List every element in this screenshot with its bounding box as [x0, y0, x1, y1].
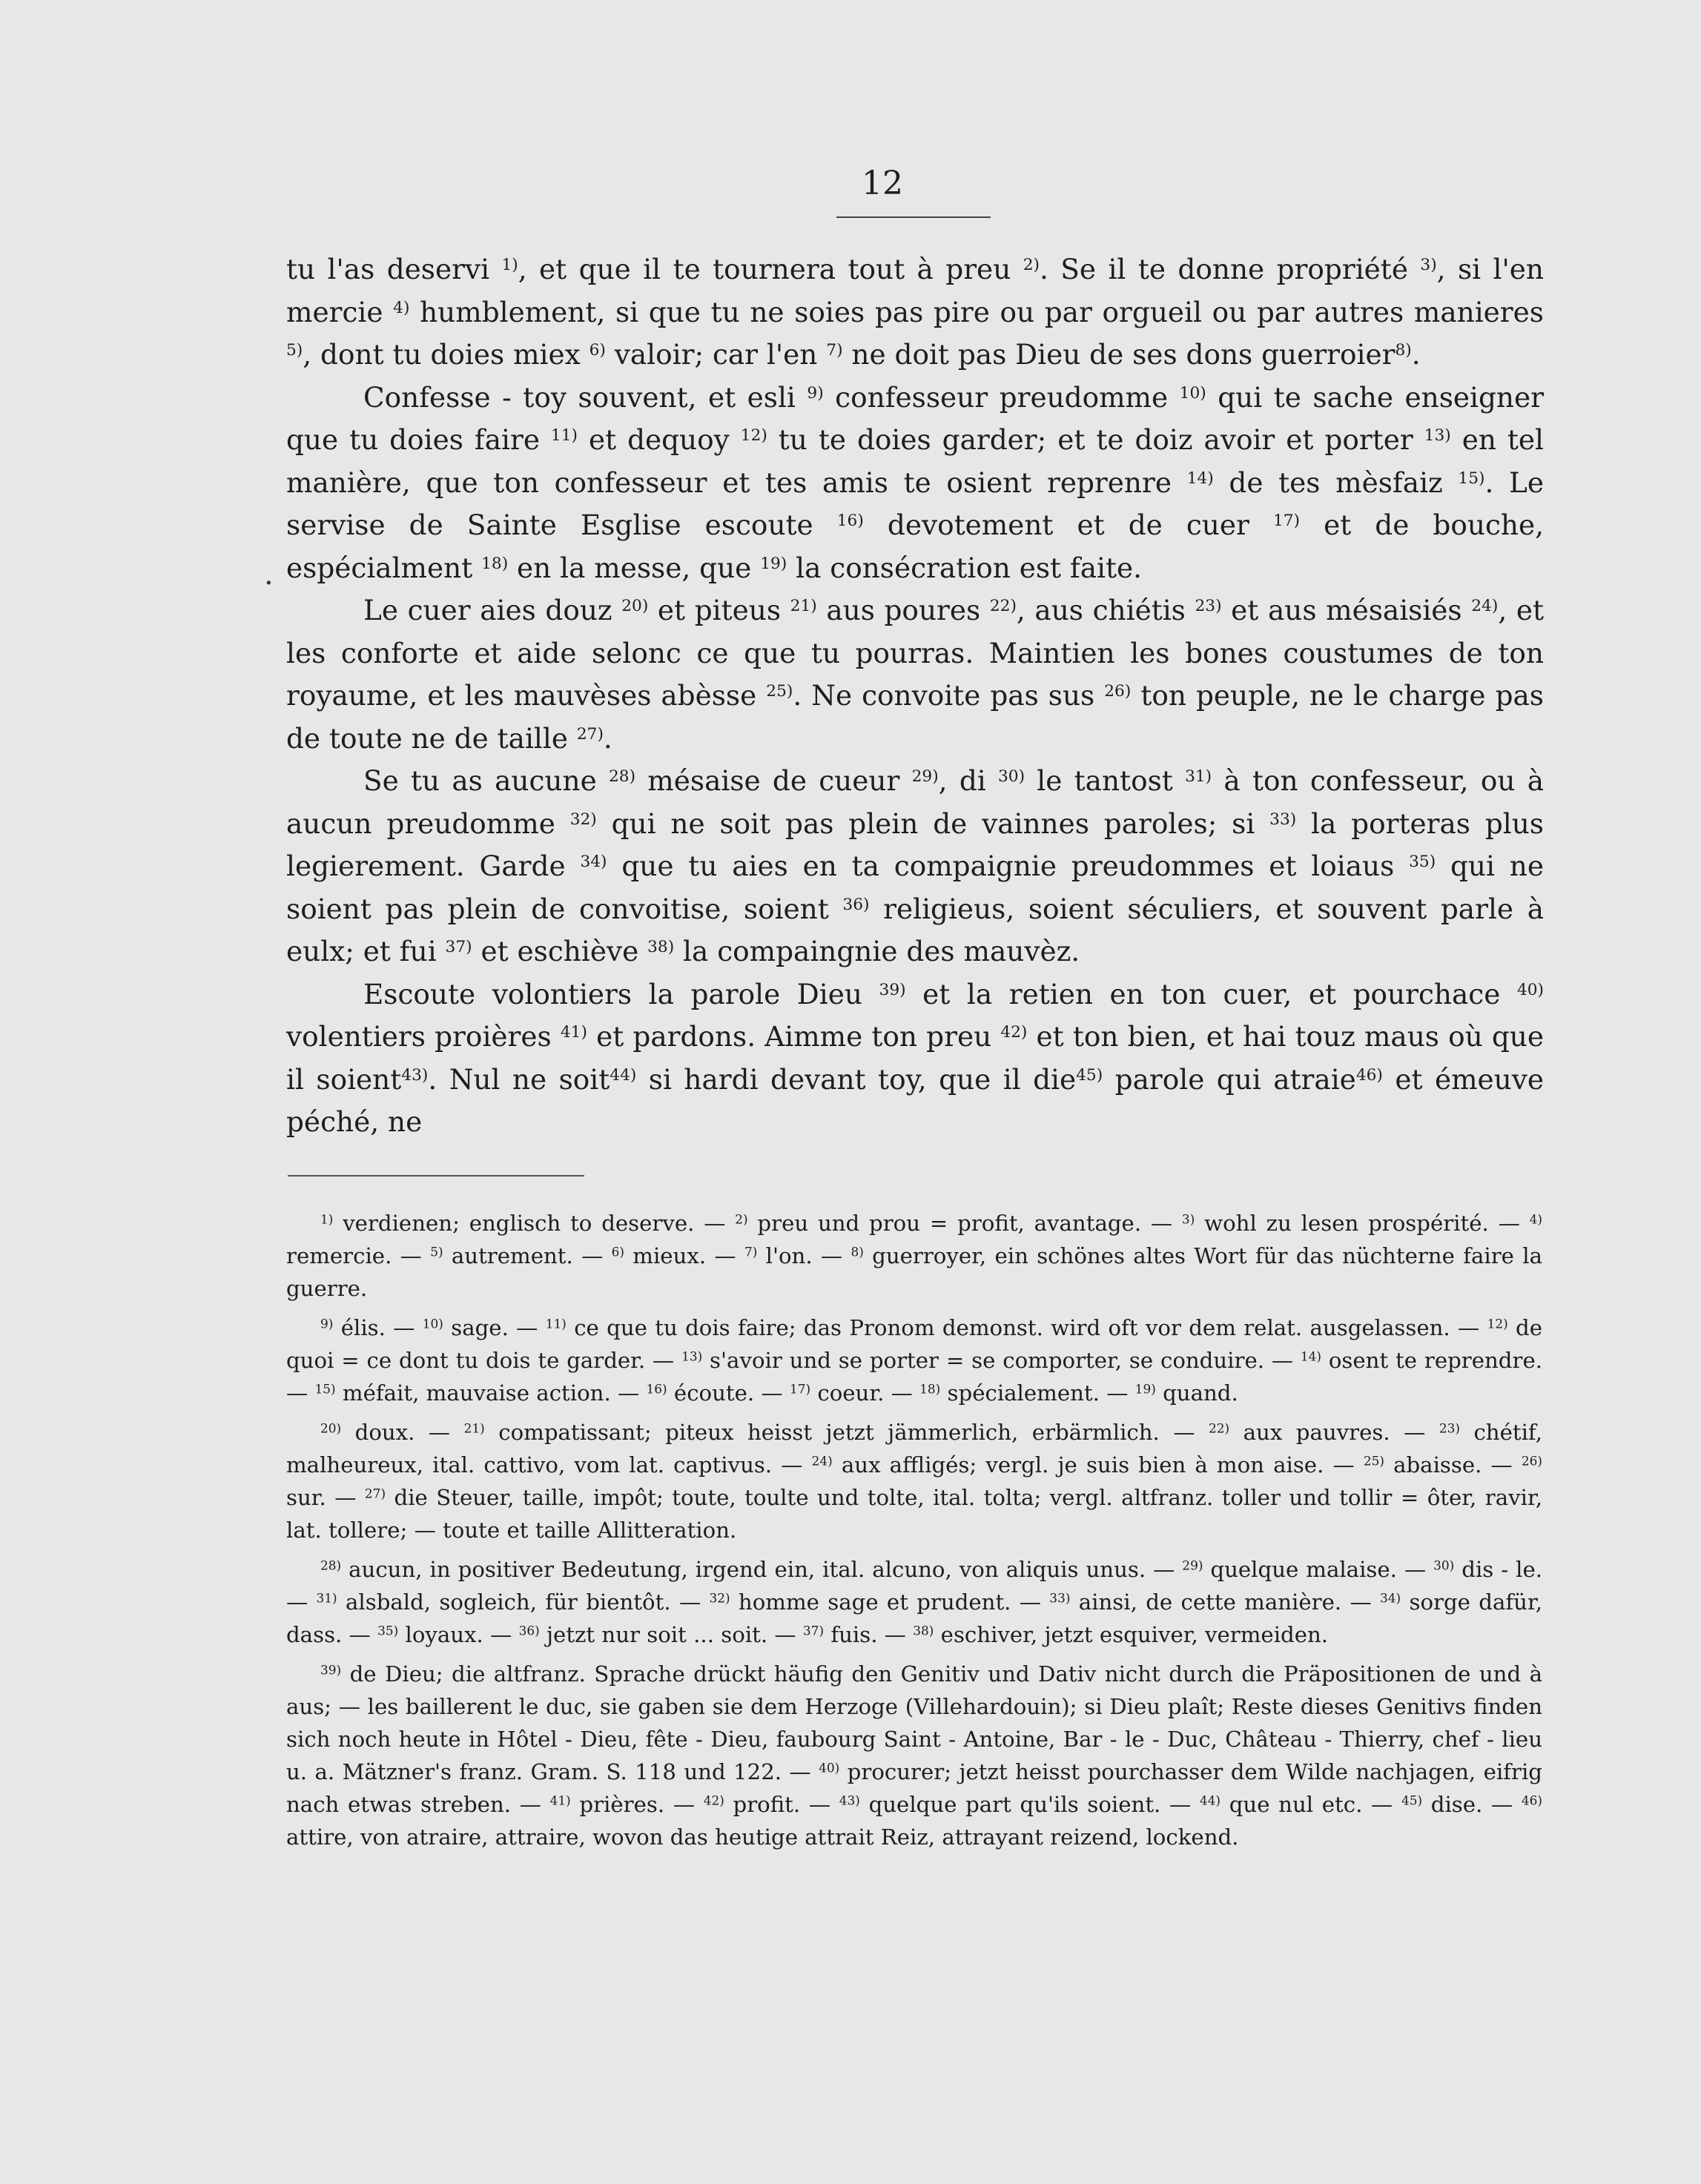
footnote-marker: 17) [1272, 512, 1300, 531]
text-run: procurer; jetzt heisst pourchasser dem Wilde nachjagen, eifrig nach etwas streben. — [286, 1759, 1542, 1817]
body-paragraph [286, 377, 1544, 590]
text-run: sur. — [286, 1485, 365, 1510]
text-run: la compaingnie des mauvèz. [674, 935, 1080, 967]
footnote-marker: 27) [364, 1486, 386, 1501]
footnote-marker: 37) [445, 938, 472, 957]
footnote-marker: 18) [919, 1381, 941, 1397]
text-run: quand. [1155, 1380, 1238, 1406]
footnote-marker: 33) [1049, 1590, 1071, 1606]
footnote-marker: 32) [709, 1590, 730, 1606]
text-run: mésaise de cueur [635, 764, 912, 797]
footnote-marker: 45) [1401, 1793, 1423, 1808]
footnote-marker: 42) [703, 1793, 724, 1808]
text-run: Se tu as aucune [363, 764, 609, 797]
footnote-paragraph [286, 1553, 1542, 1651]
body-paragraph [286, 589, 1544, 760]
footnote-marker: 28) [608, 767, 636, 787]
footnote-marker: 11) [545, 1316, 567, 1331]
footnote-marker: 30) [997, 767, 1025, 787]
text-run: dis - le. — [286, 1557, 1542, 1615]
footnote-marker: 7) [826, 341, 843, 360]
footnote-marker: 7) [744, 1244, 758, 1260]
text-run: parole qui atraie [1103, 1062, 1356, 1096]
footnote-marker: 29) [911, 767, 939, 787]
text-run: profit. — [724, 1792, 839, 1817]
text-run: et la retien en ton cuer, et pourchace [905, 977, 1517, 1010]
footnote-marker: 27) [576, 724, 604, 744]
footnotes [286, 1207, 1542, 1860]
text-run: remercie. — [286, 1243, 431, 1268]
footnote-marker: 3) [1181, 1211, 1195, 1227]
text-run: ce que tu dois faire; das Pronom demonst. wird oft vor dem relat. ausgelassen. — [566, 1315, 1487, 1340]
footnote-marker: 26) [1521, 1453, 1542, 1469]
footnote-marker: 4) [1529, 1211, 1542, 1227]
footnote-marker: 21) [463, 1420, 485, 1436]
text-run: écoute. — [667, 1380, 790, 1406]
text-run: jetzt nur soit ... soit. — [539, 1622, 803, 1647]
text-run: prières. — [570, 1792, 704, 1817]
text-run: de tes mèsfaiz [1213, 466, 1459, 499]
text-run: Le cuer aies douz [363, 594, 622, 626]
text-run: Confesse - toy souvent, et esli [363, 380, 807, 414]
text-run: doux. — [341, 1420, 464, 1445]
footnote-marker: 32) [569, 810, 597, 829]
footnote-marker: 22) [989, 597, 1017, 616]
footnote-marker: 18) [481, 554, 509, 573]
footnote-marker: 15) [314, 1381, 336, 1397]
footnote-marker: 9) [807, 383, 824, 403]
footnote-marker: 42) [1000, 1023, 1028, 1042]
footnote-marker: 38) [913, 1623, 934, 1638]
footnote-marker: 28) [320, 1558, 342, 1573]
text-run: l'on. — [757, 1243, 851, 1268]
footnote-marker: 38) [647, 938, 675, 957]
text-run: de quoi = ce dont tu dois te garder. — [286, 1315, 1542, 1373]
text-run: élis. — [333, 1315, 423, 1340]
footnote-marker: 1) [501, 256, 518, 275]
footnote-marker: 37) [802, 1623, 825, 1638]
footnote-marker: 40) [819, 1760, 840, 1776]
text-run: alsbald, sogleich, für bientôt. — [337, 1589, 710, 1615]
footnote-marker: 31) [316, 1590, 337, 1606]
footnote-marker: 24) [1471, 597, 1499, 616]
footnote-marker: 24) [811, 1453, 833, 1469]
footnote-marker: 43) [401, 1065, 429, 1085]
footnote-paragraph [286, 1658, 1542, 1853]
text-run: verdienen; englisch to deserve. — [333, 1211, 736, 1236]
text-run: en tel manière, que ton confesseur et tes amis te osient reprenre [286, 423, 1545, 499]
footnote-marker: 40) [1516, 980, 1544, 999]
footnote-marker: 14) [1186, 469, 1214, 488]
text-run: et piteus [648, 594, 790, 626]
text-run: . [603, 721, 612, 755]
text-run: à ton confesseur, ou à aucun preudomme [286, 764, 1544, 840]
text-run: aux pauvres. — [1229, 1420, 1439, 1445]
footnote-marker: 5) [286, 341, 303, 360]
text-run: preu und prou = profit, avantage. — [747, 1211, 1182, 1236]
text-run: confesseur preudomme [823, 380, 1180, 414]
footnote-marker: 44) [610, 1065, 637, 1085]
text-run: , di [938, 764, 998, 797]
footnote-marker: 36) [842, 895, 870, 914]
text-run: wohl zu lesen prospérité. — [1195, 1211, 1530, 1236]
text-run: et aus mésaisiés [1221, 594, 1472, 626]
footnote-marker: 35) [1409, 853, 1436, 872]
footnote-marker: 20) [621, 597, 649, 616]
text-run: chétif, malheureux, ital. cattivo, vom lat. captivus. — [286, 1420, 1542, 1477]
footnote-marker: 46) [1521, 1793, 1542, 1808]
header-rule [836, 216, 991, 218]
text-run: de Dieu; die altfranz. Sprache drückt häufig den Genitiv und Dativ nicht durch die Präpositionen de und à aus; — les baillerent le duc, sie gaben sie dem Herzoge (Villehardouin); si Dieu plaît; Reste dieses Genitivs finden sich noch heute in Hôtel - Dieu, fête - Dieu, faubourg Saint - Antoine, Bar - le - Duc, Château - Thierry, chef - lieu u. a. Mätzner's franz. Gram. S. 118 und 122. — [286, 1661, 1542, 1784]
footnote-marker: 6) [611, 1244, 624, 1260]
text-run: sage. — [443, 1315, 546, 1340]
footnote-marker: 29) [1182, 1558, 1203, 1573]
footnote-marker: 39) [879, 980, 906, 999]
text-run: aucun, in positiver Bedeutung, irgend ein, ital. alcuno, von aliquis unus. — [341, 1557, 1183, 1582]
text-run: spécialement. — [940, 1380, 1135, 1406]
footnote-marker: 35) [377, 1623, 399, 1638]
text-run: volentiers proières [286, 1020, 561, 1053]
footnote-marker: 16) [646, 1381, 667, 1397]
footnote-marker: 6) [589, 341, 606, 360]
footnote-marker: 2) [1023, 256, 1040, 275]
text-run: que tu aies en ta compaignie preudommes et loiaus [607, 850, 1410, 882]
footnote-marker: 22) [1209, 1420, 1230, 1436]
text-run: . Le servise de Sainte Esglise escoute [286, 466, 1544, 541]
text-run: , si l'en mercie [286, 253, 1545, 328]
text-run: homme sage et prudent. — [730, 1589, 1050, 1615]
footnote-marker: 2) [735, 1211, 748, 1227]
text-run: la porteras plus legierement. Garde [286, 807, 1544, 882]
footnote-marker: 45) [1076, 1065, 1103, 1085]
footnote-marker: 21) [790, 597, 817, 616]
body-paragraph [286, 248, 1544, 377]
footnote-marker: 41) [560, 1023, 587, 1042]
footnote-marker: 9) [320, 1316, 334, 1331]
footnote-marker: 25) [1363, 1453, 1384, 1469]
footnote-marker: 12) [740, 426, 767, 446]
text-run: coeur. — [810, 1380, 920, 1406]
text-run: . Nul ne soit [428, 1062, 610, 1096]
text-run: guerroyer, ein schönes altes Wort für das nüchterne faire la guerre. [286, 1243, 1543, 1301]
text-run: le tantost [1025, 764, 1186, 797]
text-run: qui ne soient pas plein de convoitise, soient [286, 850, 1544, 925]
text-run: compatissant; piteux heisst jetzt jämmerlich, erbärmlich. — [484, 1420, 1209, 1445]
footnote-marker: 4) [393, 298, 410, 317]
main-text [286, 248, 1544, 1144]
text-run: , et les conforte et aide selonc ce que tu pourras. Maintien les bones coustumes de ton royaume, et les mauvèses abèsse [286, 594, 1544, 712]
text-run: sorge dafür, dass. — [286, 1589, 1542, 1647]
text-run: osent te reprendre. — [286, 1348, 1542, 1406]
footnote-paragraph [286, 1311, 1542, 1409]
text-run: Escoute volontiers la parole Dieu [363, 977, 879, 1010]
text-run: et ton bien, et hai touz maus où que il soient [286, 1020, 1544, 1096]
footnote-marker: 13) [681, 1349, 703, 1364]
text-run: et de bouche, espécialment [286, 509, 1544, 584]
body-paragraph [286, 760, 1544, 973]
text-run: quelque malaise. — [1203, 1557, 1434, 1582]
text-run: quelque part qu'ils soient. — [859, 1792, 1200, 1817]
text-run: die Steuer, taille, impôt; toute, toulte und tolte, ital. tolta; vergl. altfranz. toller und tollir = ôter, ravir, lat. tollere; — toute et taille Allitteration. [286, 1485, 1542, 1543]
text-run: ton peuple, ne le charge pas de toute ne de taille [286, 679, 1544, 755]
text-run: qui te sache enseigner que tu doies faire [286, 380, 1544, 456]
page-number: 12 [862, 165, 903, 202]
footnote-marker: 30) [1433, 1558, 1455, 1573]
footnote-marker: 23) [1439, 1420, 1460, 1436]
footnote-marker: 41) [549, 1793, 571, 1808]
footnote-paragraph [286, 1207, 1542, 1305]
footnote-marker: 5) [430, 1244, 443, 1260]
footnote-marker: 34) [1380, 1590, 1401, 1606]
text-run: . Ne convoite pas sus [793, 679, 1105, 712]
text-run: devotement et de cuer [863, 509, 1273, 541]
text-run: tu te doies garder; et te doiz avoir et porter [767, 423, 1424, 456]
text-run: religieus, soient séculiers, et souvent parle à eulx; et fui [286, 892, 1544, 967]
footnote-marker: 13) [1424, 426, 1451, 446]
text-run: loyaux. — [398, 1622, 519, 1647]
text-run: , et que il te tournera tout à preu [518, 253, 1023, 285]
text-run: eschiver, jetzt esquiver, vermeiden. [934, 1622, 1329, 1647]
footnote-marker: 3) [1420, 256, 1437, 275]
text-run: fuis. — [824, 1622, 914, 1647]
footnote-marker: 44) [1199, 1793, 1221, 1808]
footnote-marker: 14) [1300, 1349, 1322, 1364]
footnote-marker: 25) [766, 682, 793, 701]
text-run: , dont tu doies miex [303, 338, 589, 371]
footnote-marker: 10) [1179, 383, 1206, 403]
body-paragraph [286, 973, 1544, 1144]
text-run: humblement, si que tu ne soies pas pire ou par orgueil ou par autres manieres [409, 295, 1544, 328]
text-run: que nul etc. — [1221, 1792, 1401, 1817]
footnote-marker: 11) [550, 426, 578, 446]
footnote-marker: 46) [1355, 1065, 1383, 1085]
text-run: ainsi, de cette manière. — [1070, 1589, 1381, 1615]
text-run: et émeuve péché, ne [286, 1062, 1544, 1138]
text-run: dise. — [1422, 1792, 1522, 1817]
text-run: . [1411, 338, 1421, 371]
footnote-marker: 43) [839, 1793, 860, 1808]
text-run: valoir; car l'en [605, 338, 827, 371]
footnote-marker: 26) [1104, 682, 1132, 701]
text-run: et pardons. Aimme ton preu [587, 1020, 1001, 1053]
text-run: , aus chiétis [1016, 594, 1195, 626]
footnote-marker: 10) [422, 1316, 443, 1331]
text-run: et dequoy [577, 423, 741, 456]
footnote-marker: 31) [1185, 767, 1212, 787]
text-run: s'avoir und se porter = se comporter, se conduire. — [702, 1348, 1301, 1373]
footnote-marker: 33) [1269, 810, 1297, 829]
footnote-rule [288, 1175, 584, 1177]
footnote-marker: 19) [760, 554, 787, 573]
text-run: tu l'as deservi [286, 253, 502, 285]
footnote-marker: 34) [580, 853, 607, 872]
text-run: et eschiève [472, 935, 648, 967]
footnote-marker: 17) [789, 1381, 811, 1397]
text-run: si hardi devant toy, que il die [636, 1062, 1077, 1096]
text-run: en la messe, que [508, 551, 761, 584]
footnote-marker: 15) [1458, 469, 1485, 488]
text-run: la consécration est faite. [787, 551, 1143, 584]
footnote-marker: 12) [1487, 1316, 1508, 1331]
text-run: ne doit pas Dieu de ses dons guerroier [842, 338, 1396, 371]
footnote-paragraph [286, 1416, 1542, 1546]
footnote-marker: 19) [1134, 1381, 1156, 1397]
text-run: attire, von atraire, attraire, wovon das heutige attrait Reiz, attrayant reizend, lockend. [286, 1824, 1239, 1850]
footnote-marker: 1) [320, 1211, 334, 1227]
text-run: aus poures [816, 594, 990, 626]
footnote-marker: 23) [1195, 597, 1222, 616]
text-run: méfait, mauvaise action. — [335, 1380, 647, 1406]
footnote-marker: 39) [320, 1662, 342, 1678]
text-run: abaisse. — [1384, 1452, 1522, 1477]
text-run: aux affligés; vergl. je suis bien à mon aise. — [832, 1452, 1364, 1477]
margin-bullet-mark: . [264, 557, 274, 592]
footnote-marker: 16) [836, 512, 864, 531]
footnote-marker: 8) [850, 1244, 864, 1260]
footnote-marker: 20) [320, 1420, 342, 1436]
text-run: . Se il te donne propriété [1039, 253, 1421, 285]
footnote-marker: 36) [518, 1623, 540, 1638]
footnote-marker: 8) [1395, 341, 1412, 360]
text-run: autrement. — [443, 1243, 612, 1268]
text-run: mieux. — [624, 1243, 744, 1268]
text-run: qui ne soit pas plein de vainnes paroles; si [596, 807, 1270, 840]
